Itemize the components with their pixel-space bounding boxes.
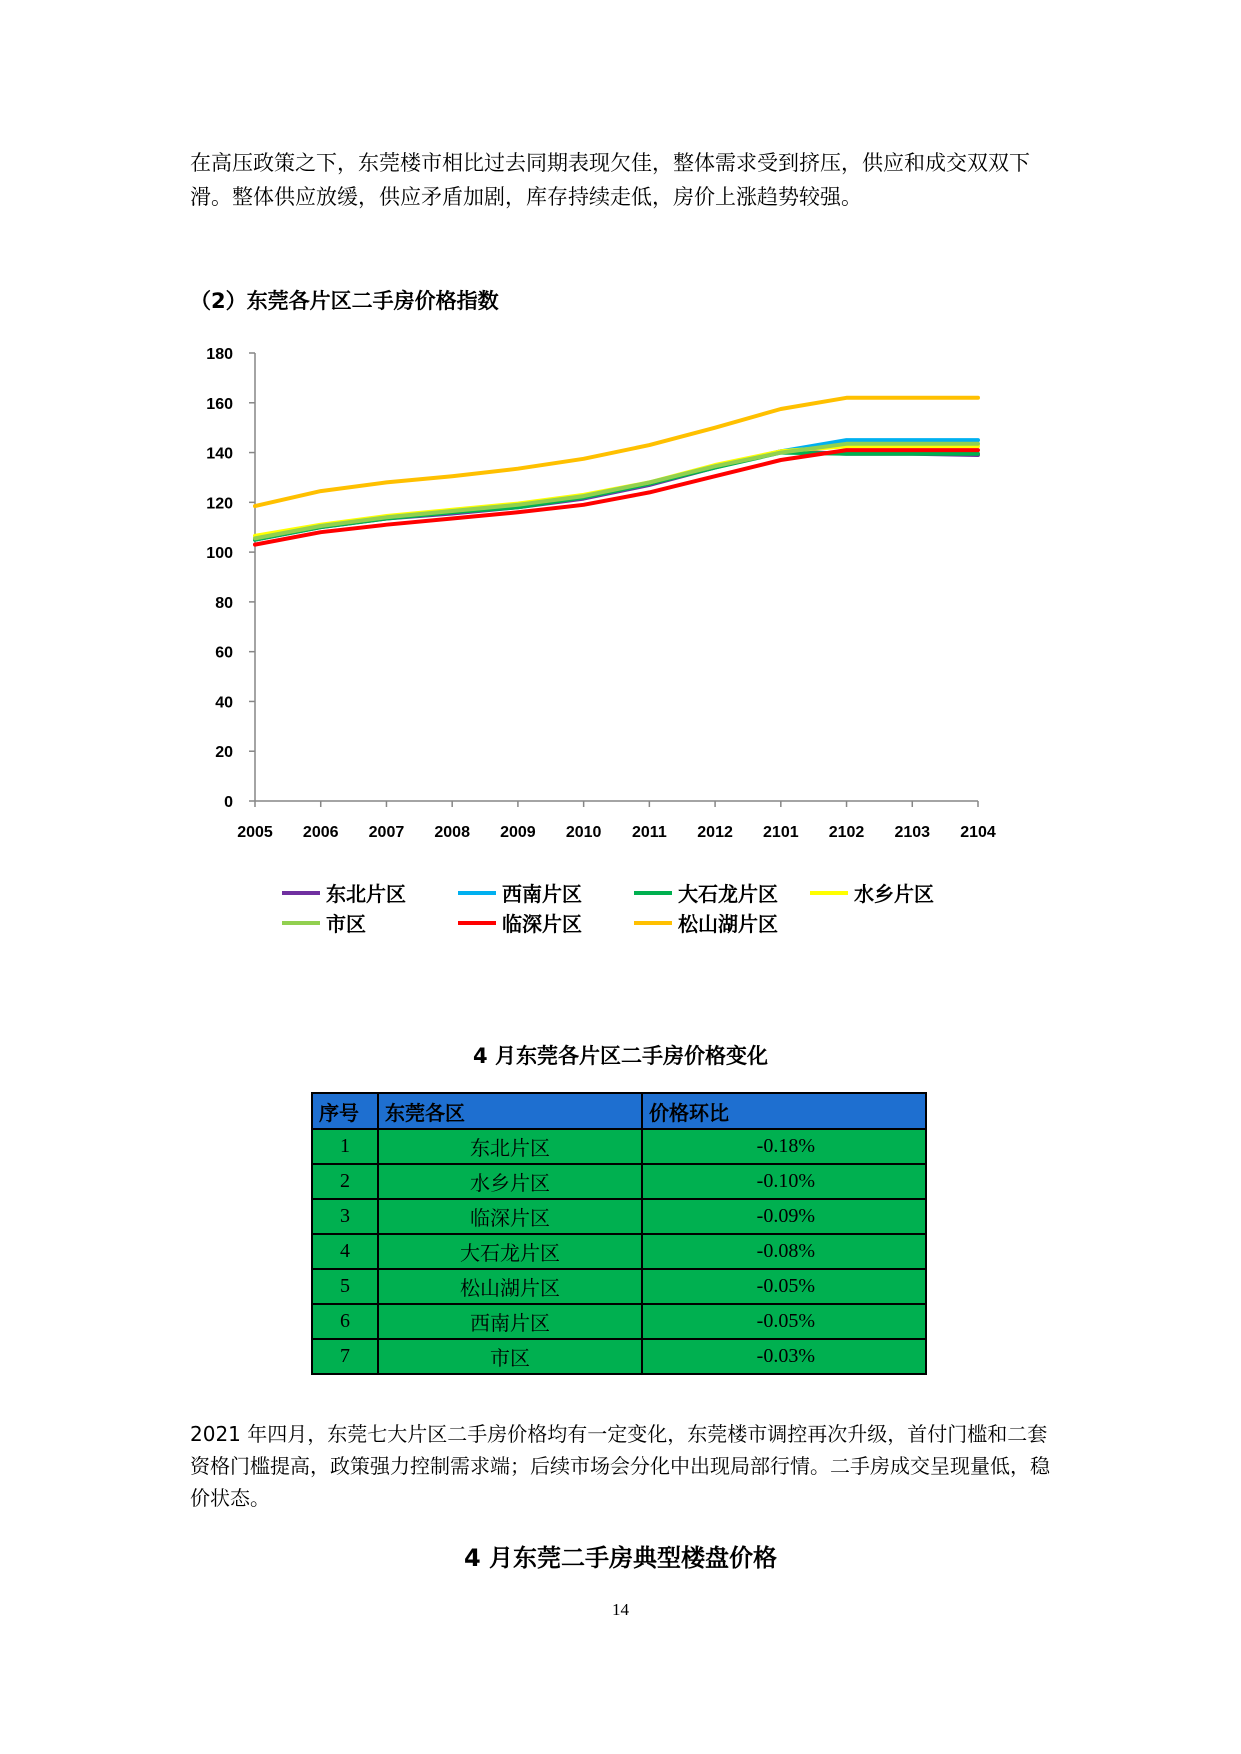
row-index: 7	[312, 1339, 378, 1374]
y-axis-ticks	[206, 346, 255, 811]
legend-item	[634, 878, 778, 907]
row-change: -0.10%	[642, 1164, 926, 1199]
legend-item	[458, 908, 582, 937]
page-number: 14	[612, 1600, 629, 1619]
x-tick-label: 2104	[960, 824, 996, 841]
legend-item	[634, 908, 778, 937]
row-district: 市区	[378, 1339, 642, 1374]
row-district: 西南片区	[378, 1304, 642, 1339]
row-index: 1	[312, 1129, 378, 1164]
series-lines	[255, 398, 978, 545]
x-axis-ticks	[237, 801, 996, 841]
legend-swatch	[282, 921, 320, 925]
y-tick-label: 80	[215, 594, 233, 612]
row-district: 东北片区	[378, 1129, 642, 1164]
legend-swatch	[810, 891, 848, 895]
legend-swatch	[634, 891, 672, 895]
legend-item	[458, 878, 582, 907]
y-tick-label: 40	[215, 694, 233, 712]
y-tick-label: 160	[206, 395, 233, 413]
legend-swatch	[458, 891, 496, 895]
row-index: 5	[312, 1269, 378, 1304]
table-row	[312, 1164, 926, 1199]
chart-axes	[255, 353, 978, 801]
header-district: 东莞各区	[378, 1093, 642, 1129]
legend-label: 西南片区	[502, 882, 582, 906]
section-title: （2）东莞各片区二手房价格指数	[190, 289, 499, 313]
x-tick-label: 2011	[632, 824, 667, 841]
legend-label: 大石龙片区	[678, 882, 778, 906]
x-tick-label: 2010	[565, 824, 602, 841]
series-line	[255, 444, 978, 539]
header-index: 序号	[312, 1093, 378, 1129]
price-change-table	[311, 1092, 927, 1375]
legend-label: 临深片区	[502, 912, 582, 936]
y-tick-label: 120	[206, 495, 233, 513]
x-tick-label: 2102	[828, 824, 865, 841]
table-row	[312, 1199, 926, 1234]
table-row	[312, 1339, 926, 1374]
table-row	[312, 1129, 926, 1164]
legend-label: 水乡片区	[854, 882, 934, 906]
row-change: -0.05%	[642, 1269, 926, 1304]
x-tick-label: 2009	[500, 824, 536, 841]
legend-item	[282, 908, 366, 937]
y-tick-label: 140	[206, 445, 233, 463]
series-line	[255, 450, 978, 544]
row-district: 水乡片区	[378, 1164, 642, 1199]
x-tick-label: 2008	[434, 824, 470, 841]
bottom-title: 4 月东莞二手房典型楼盘价格	[463, 1544, 778, 1572]
legend-item	[810, 878, 934, 907]
x-tick-label: 2012	[697, 824, 733, 841]
x-tick-label: 2005	[237, 824, 273, 841]
table-row	[312, 1304, 926, 1339]
table-header-row	[312, 1093, 926, 1129]
row-district: 松山湖片区	[378, 1269, 642, 1304]
summary-paragraph: 2021 年四月，东莞七大片区二手房价格均有一定变化，东莞楼市调控再次升级，首付门槛和二套资格门槛提高，政策强力控制需求端；后续市场会分化中出现局部行情。二手房成交呈现量低，稳价状态。	[190, 1422, 1050, 1510]
row-index: 2	[312, 1164, 378, 1199]
row-index: 4	[312, 1234, 378, 1269]
x-tick-label: 2007	[368, 824, 405, 841]
y-tick-label: 180	[206, 346, 233, 363]
y-tick-label: 60	[215, 644, 233, 662]
y-tick-label: 20	[215, 744, 233, 762]
legend-item	[282, 878, 406, 907]
x-tick-label: 2103	[894, 824, 931, 841]
legend-label: 松山湖片区	[678, 912, 778, 936]
price-index-line-chart	[0, 330, 1241, 870]
row-change: -0.18%	[642, 1129, 926, 1164]
row-district: 临深片区	[378, 1199, 642, 1234]
row-change: -0.09%	[642, 1199, 926, 1234]
row-change: -0.08%	[642, 1234, 926, 1269]
legend-swatch	[458, 921, 496, 925]
legend-label: 市区	[326, 912, 366, 936]
table-title: 4 月东莞各片区二手房价格变化	[473, 1044, 768, 1068]
legend-swatch	[282, 891, 320, 895]
y-tick-label: 0	[224, 794, 233, 811]
x-tick-label: 2101	[763, 824, 799, 841]
row-change: -0.03%	[642, 1339, 926, 1374]
row-index: 3	[312, 1199, 378, 1234]
row-district: 大石龙片区	[378, 1234, 642, 1269]
y-tick-label: 100	[206, 545, 233, 563]
legend-swatch	[634, 921, 672, 925]
row-index: 6	[312, 1304, 378, 1339]
header-change: 价格环比	[642, 1093, 926, 1129]
x-tick-label: 2006	[302, 824, 339, 841]
row-change: -0.05%	[642, 1304, 926, 1339]
table-row	[312, 1234, 926, 1269]
legend-label: 东北片区	[326, 882, 406, 906]
intro-paragraph: 在高压政策之下，东莞楼市相比过去同期表现欠佳，整体需求受到挤压，供应和成交双双下滑。整体供应放缓，供应矛盾加剧，库存持续走低，房价上涨趋势较强。	[190, 151, 1030, 209]
table-row	[312, 1269, 926, 1304]
